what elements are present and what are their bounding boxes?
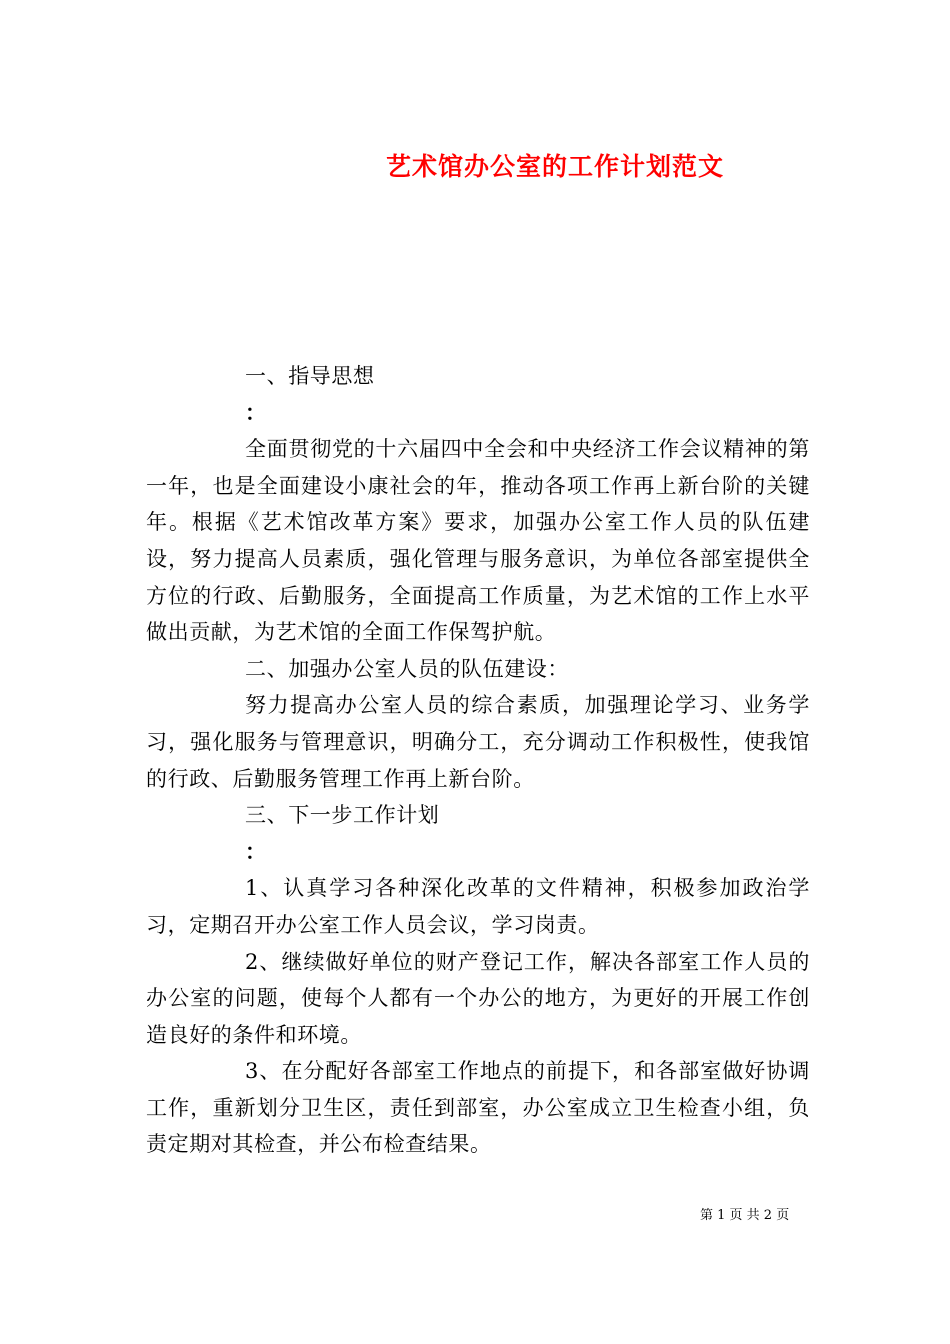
paragraph-guiding-ideology: 全面贯彻党的十六届四中全会和中央经济工作会议精神的第一年，也是全面建设小康社会的年，推动各项工作再上新台阶的关键年。根据《艺术馆改革方案》要求，加强办公室工作人员的队伍建设，努力提高人员素质，强化管理与服务意识，为单位各部室提供全方位的行政、后勤服务，全面提高工作质量，为艺术馆的工作上水平做出贡献，为艺术馆的全面工作保驾护航。 bbox=[146, 437, 810, 645]
paragraph-plan-item-3: 3、在分配好各部室工作地点的前提下，和各部室做好协调工作，重新划分卫生区，责任到部室，办公室成立卫生检查小组，负责定期对其检查，并公布检查结果。 bbox=[146, 1059, 810, 1157]
section-colon: ： bbox=[245, 838, 267, 864]
section-heading-team-building: 二、加强办公室人员的队伍建设： bbox=[245, 656, 569, 681]
section-colon: ： bbox=[245, 399, 267, 425]
paragraph-plan-item-1: 1、认真学习各种深化改革的文件精神，积极参加政治学习，定期召开办公室工作人员会议，学习岗责。 bbox=[146, 876, 810, 937]
section-heading-guiding-ideology: 一、指导思想 bbox=[245, 364, 375, 388]
page-title: 艺术馆办公室的工作计划范文 bbox=[385, 151, 724, 181]
paragraph-team-building: 努力提高办公室人员的综合素质，加强理论学习、业务学习，强化服务与管理意识，明确分工，充分调动工作积极性，使我馆的行政、后勤服务管理工作再上新台阶。 bbox=[146, 693, 810, 791]
paragraph-plan-item-2: 2、继续做好单位的财产登记工作，解决各部室工作人员的办公室的问题，使每个人都有一个办公的地方，为更好的开展工作创造良好的条件和环境。 bbox=[146, 949, 810, 1047]
section-heading-next-plan: 三、下一步工作计划 bbox=[245, 803, 440, 828]
page-number-footer: 第 1 页 共 2 页 bbox=[700, 1208, 790, 1223]
document-body bbox=[146, 358, 810, 1163]
